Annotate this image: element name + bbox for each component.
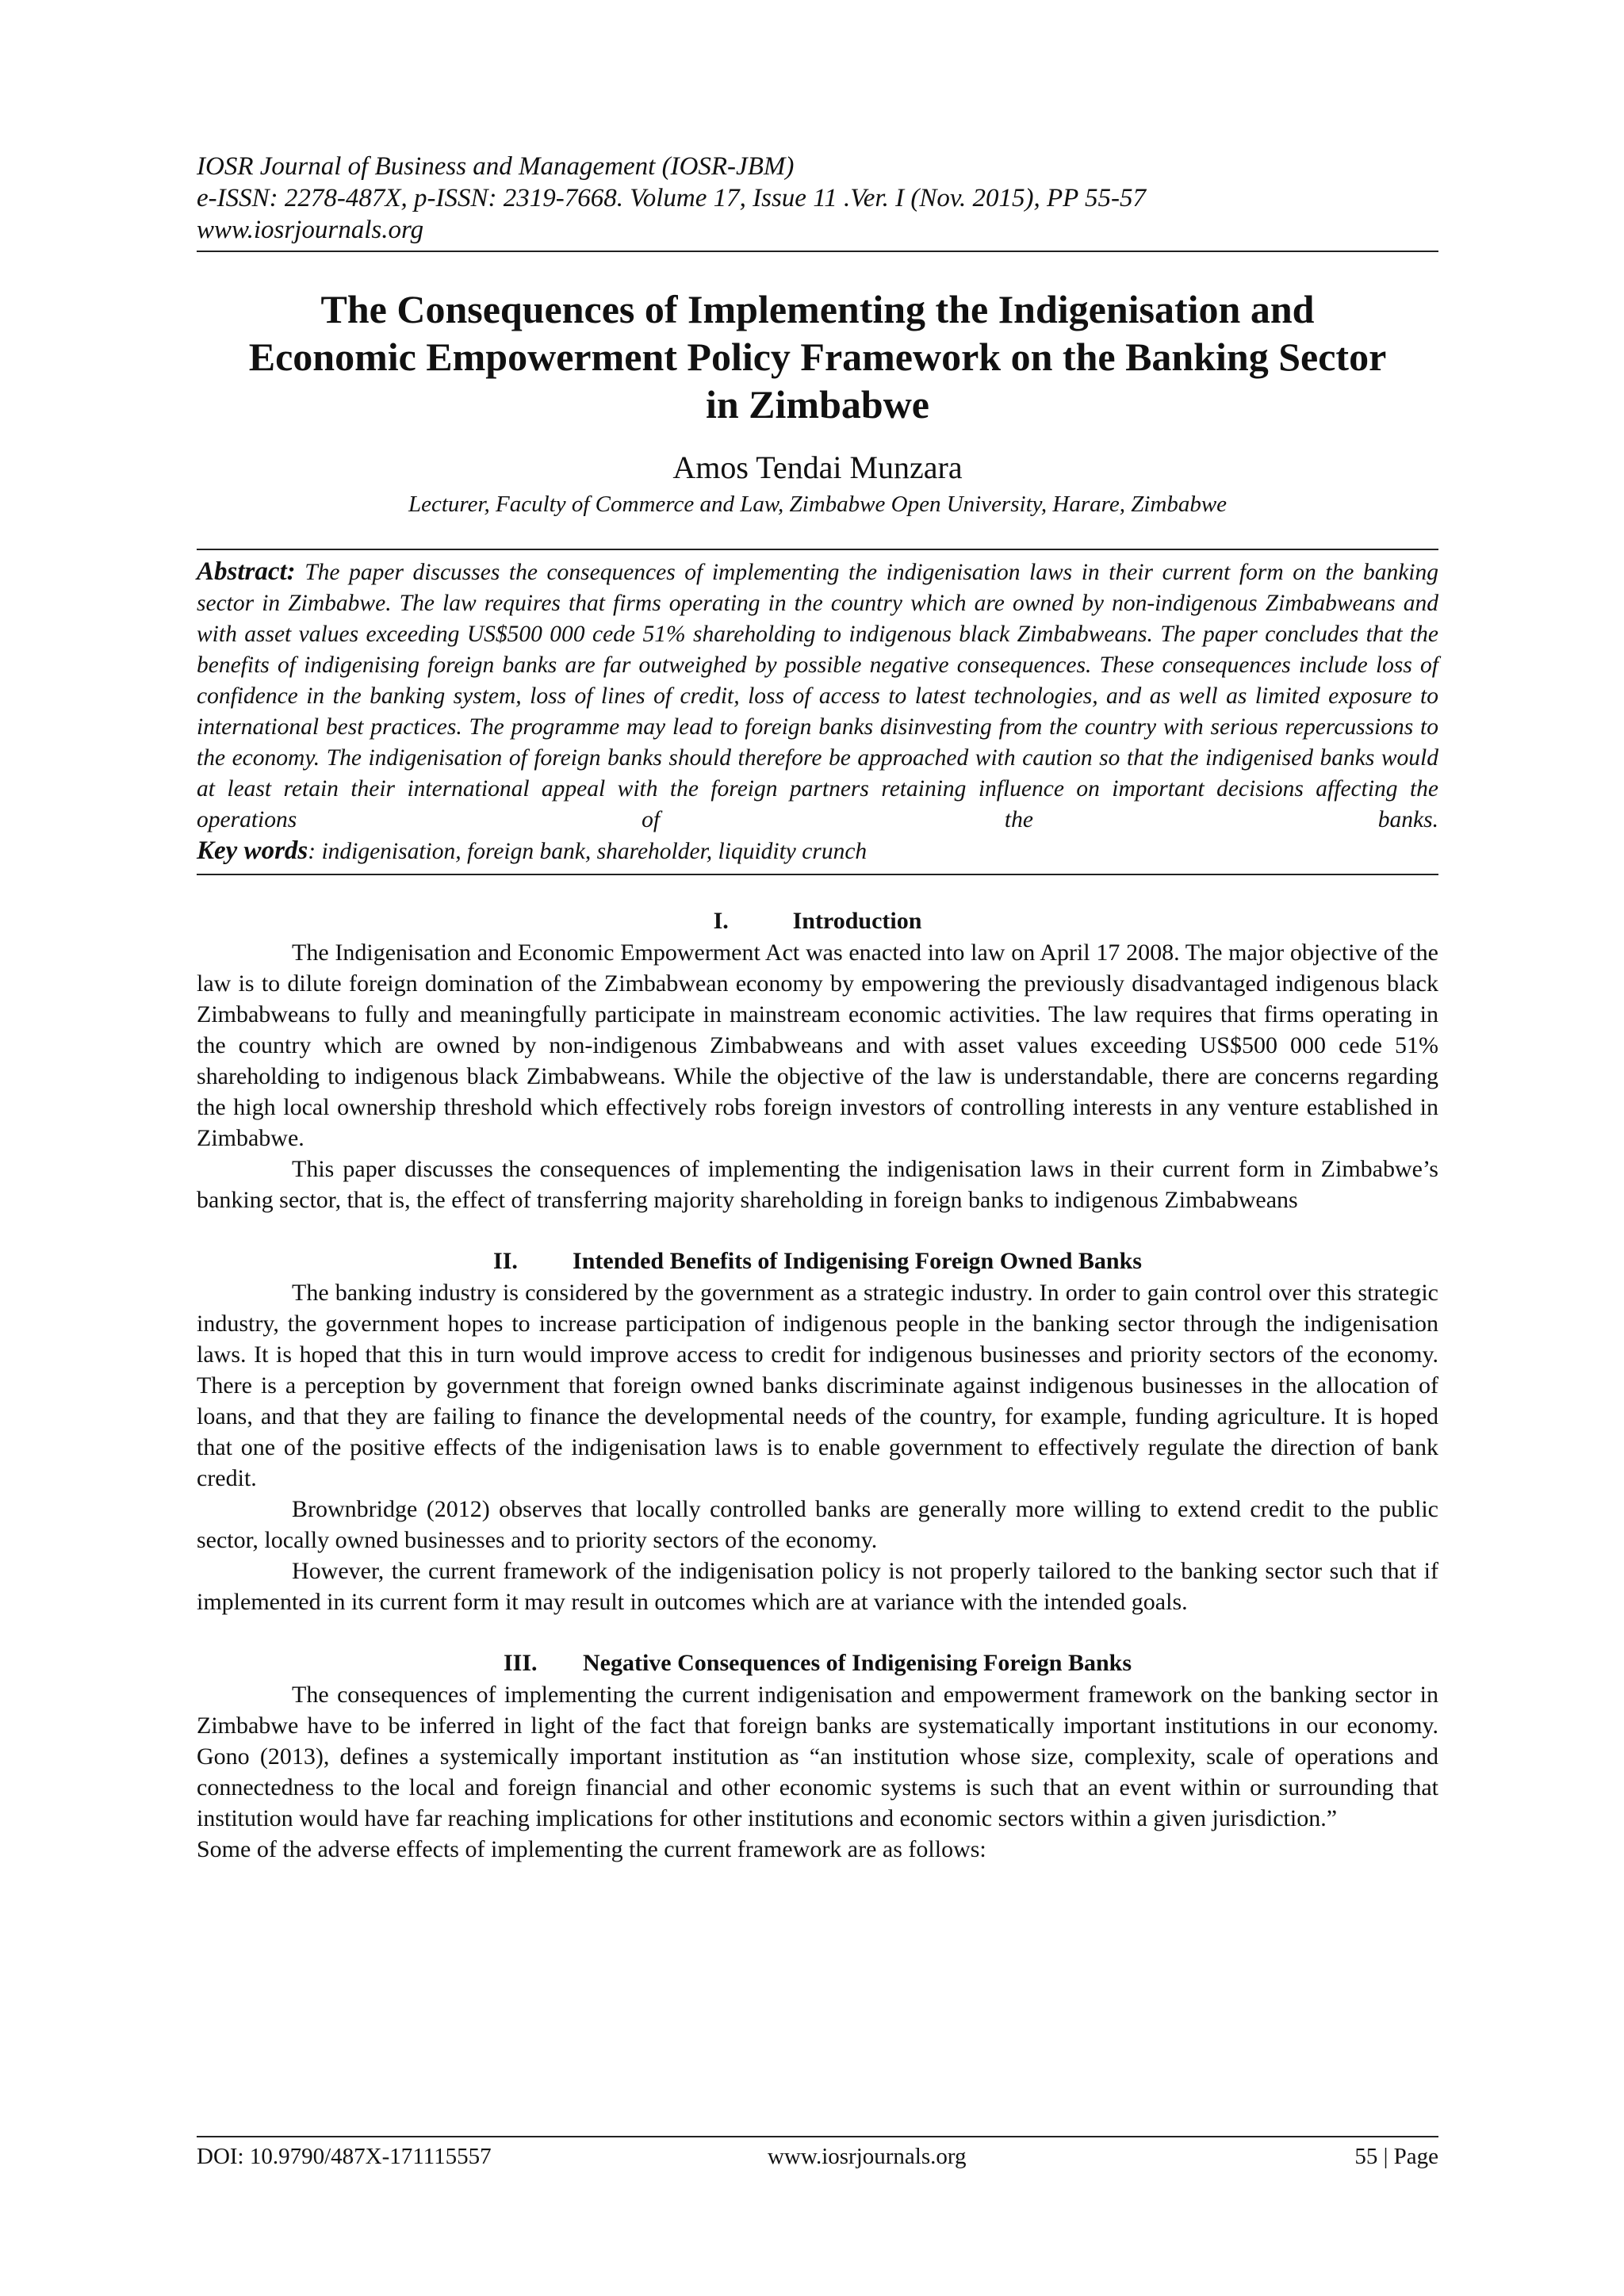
body-paragraph: The banking industry is considered by the government as a strategic industry. In order to gain control over this strategic industry, the government hopes to increase participation of indigenous people in the banking sector through the indigenisation laws. It is hoped that this in turn would improve access to credit for indigenous businesses and priority sectors of the economy. There is a perception by government that foreign owned banks discriminate against indigenous businesses in the allocation of loans, and that they are failing to finance the developmental needs of the country, for example, funding agriculture. It is hoped that one of the positive effects of the indigenisation laws is to enable government to effectively regulate the direction of bank credit. [197,1280,1438,1491]
body-paragraph-closing: Some of the adverse effects of implementing the current framework are as follows: [197,1836,986,1862]
author-name: Amos Tendai Munzara [672,450,963,485]
section-number: I. [713,908,729,934]
footer-page-number: 55 | Page [1354,2144,1438,2169]
abstract-paragraph [197,557,1438,836]
paper-page [197,151,1438,1865]
section-heading-negative-consequences [197,1649,1438,1678]
body-paragraph: The Indigenisation and Economic Empowerment Act was enacted into law on April 17 2008. The major objective of the law is to dilute foreign domination of the Zimbabwean economy by empowering the previously disadvantaged indigenous black Zimbabweans to fully and meaningfully participate in mainstream economic activities. The law requires that firms operating in the country which are owned by non-indigenous Zimbabweans and with asset values exceeding US$500 000 cede 51% shareholding to indigenous black Zimbabweans. While the objective of the law is understandable, there are concerns regarding the high local ownership threshold which effectively robs foreign investors of controlling interests in any venture established in Zimbabwe. [197,939,1438,1151]
body-paragraph: However, the current framework of the indigenisation policy is not properly tailored to the banking sector such that if implemented in its current form it may result in outcomes which are at variance with the intended goals. [197,1558,1438,1615]
journal-issn-volume: e-ISSN: 2278-487X, p-ISSN: 2319-7668. Volume 17, Issue 11 .Ver. I (Nov. 2015), PP 55-57 [197,184,1146,212]
section-number: III. [503,1650,538,1676]
footer-doi: DOI: 10.9790/487X-171115557 [197,2144,492,2169]
keywords-line [197,836,1438,867]
footer-website: www.iosrjournals.org [768,2144,967,2169]
keywords-text: : indigenisation, foreign bank, shareholder, liquidity crunch [308,839,868,864]
body-paragraph: This paper discusses the consequences of implementing the indigenisation laws in their current form in Zimbabwe’s banking sector, that is, the effect of transferring majority shareholding in foreign banks to indigenous Zimbabweans [197,1156,1438,1213]
body-paragraph: The consequences of implementing the current indigenisation and empowerment framework on the banking sector in Zimbabwe have to be inferred in light of the fact that foreign banks are systematically important institutions in our economy. Gono (2013), defines a systemically important institution as “an institution whose size, complexity, scale of operations and connectedness to the local and foreign financial and other economic systems is such that an event within or surrounding that institution would have far reaching implications for other institutions and economic sectors within a given jurisdiction.” [197,1682,1438,1831]
paper-title: The Consequences of Implementing the Indigenisation and Economic Empowerment Policy Framework on the Banking Sector in Zimbabwe [248,287,1387,427]
section-heading-intended-benefits [197,1247,1438,1276]
section-title: Intended Benefits of Indigenising Foreign Owned Banks [573,1248,1142,1274]
journal-name: IOSR Journal of Business and Management (IOSR-JBM) [197,152,795,181]
section-number: II. [493,1248,518,1274]
section-heading-introduction [197,907,1438,936]
section-title: Introduction [792,908,922,934]
abstract-text: The paper discusses the consequences of implementing the indigenisation laws in their current form on the banking sector in Zimbabwe. The law requires that firms operating in the country which are owned by non-indigenous Zimbabweans and with asset values exceeding US$500 000 cede 51% shareholding to indigenous black Zimbabweans. The paper concludes that the benefits of indigenising foreign banks are far outweighed by possible negative consequences. These consequences include loss of confidence in the banking system, loss of lines of credit, loss of access to latest technologies, and as well as limited exposure to international best practices. The programme may lead to foreign banks disinvesting from the country with serious repercussions to the economy. The indigenisation of foreign banks should therefore be approached with caution so that the indigenised banks would at least retain their international appeal with the foreign partners retaining influence on important decisions affecting the operations of the banks. [197,560,1438,832]
page-footer [197,2136,1438,2171]
abstract-label: Abstract: [197,557,296,586]
journal-website: www.iosrjournals.org [197,216,424,244]
journal-header [197,151,1438,252]
abstract-box [197,549,1438,875]
section-title: Negative Consequences of Indigenising Foreign Banks [582,1650,1132,1676]
author-affiliation: Lecturer, Faculty of Commerce and Law, Zimbabwe Open University, Harare, Zimbabwe [408,492,1228,517]
body-paragraph: Brownbridge (2012) observes that locally controlled banks are generally more willing to extend credit to the public sector, locally owned businesses and to priority sectors of the economy. [197,1496,1438,1553]
keywords-label: Key words [197,836,308,865]
